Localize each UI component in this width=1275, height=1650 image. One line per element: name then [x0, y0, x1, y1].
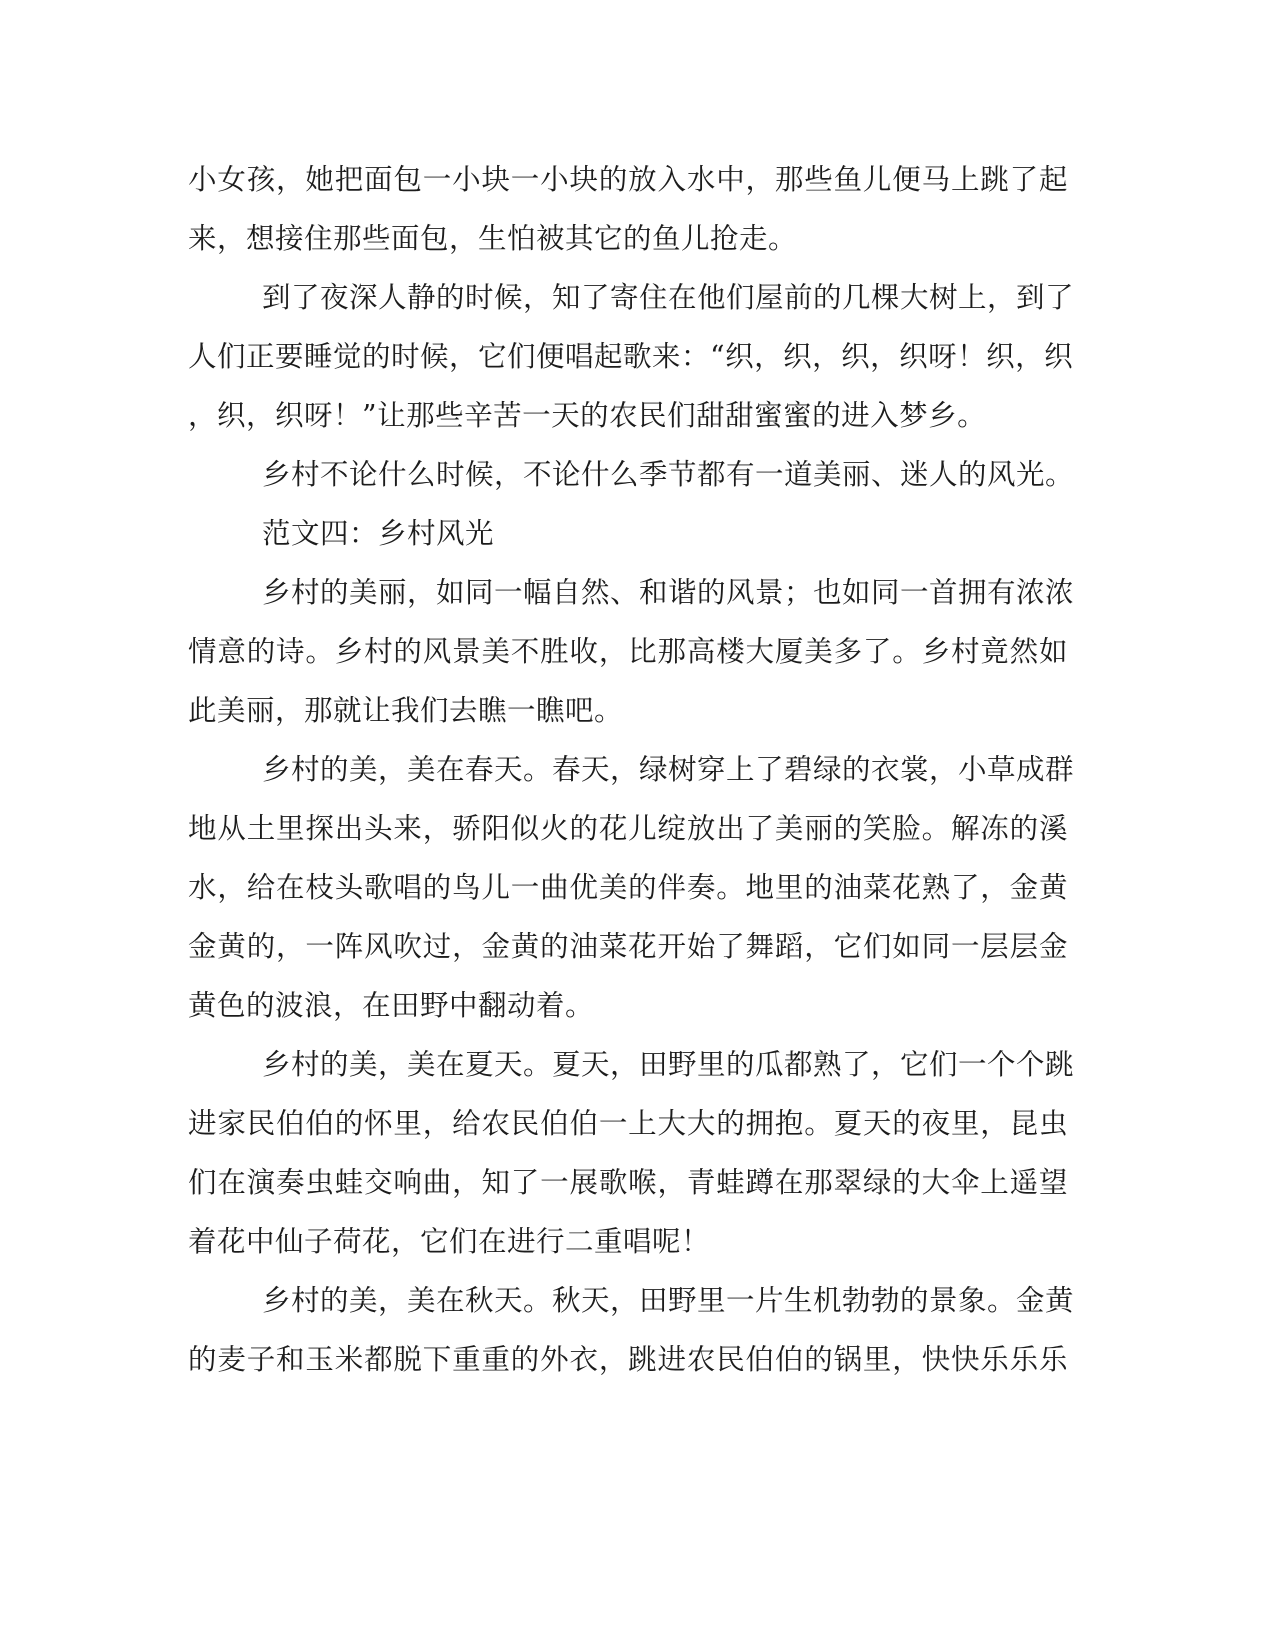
text-line: 地从土里探出头来，骄阳似火的花儿绽放出了美丽的笑脸。解冻的溪 — [188, 812, 1068, 845]
text-line: 水，给在枝头歌唱的鸟儿一曲优美的伴奏。地里的油菜花熟了，金黄 — [188, 871, 1068, 904]
paragraph-first-line: 乡村的美，美在秋天。秋天，田野里一片生机勃勃的景象。金黄 — [262, 1284, 1075, 1317]
paragraph-first-line: 乡村的美丽，如同一幅自然、和谐的风景；也如同一首拥有浓浓 — [262, 576, 1075, 609]
text-line: 们在演奏虫蛙交响曲，知了一展歌喉，青蛙蹲在那翠绿的大伞上遥望 — [188, 1166, 1068, 1199]
text-line: 金黄的，一阵风吹过，金黄的油菜花开始了舞蹈，它们如同一层层金 — [188, 930, 1068, 963]
paragraph-first-line: 乡村的美，美在夏天。夏天，田野里的瓜都熟了，它们一个个跳 — [262, 1048, 1075, 1081]
text-line: 进家民伯伯的怀里，给农民伯伯一上大大的拥抱。夏天的夜里，昆虫 — [188, 1107, 1068, 1140]
text-line: 着花中仙子荷花，它们在进行二重唱呢！ — [188, 1225, 711, 1258]
text-line: 的麦子和玉米都脱下重重的外衣，跳进农民伯伯的锅里，快快乐乐乐 — [188, 1343, 1068, 1376]
text-line: ，织，织呀！”让那些辛苦一天的农民们甜甜蜜蜜的进入梦乡。 — [188, 399, 987, 432]
text-line: 黄色的波浪，在田野中翻动着。 — [188, 989, 595, 1022]
paragraph-first-line: 乡村不论什么时候，不论什么季节都有一道美丽、迷人的风光。 — [262, 458, 1075, 491]
text-line: 来，想接住那些面包，生怕被其它的鱼儿抢走。 — [188, 222, 798, 255]
text-line: 小女孩，她把面包一小块一小块的放入水中，那些鱼儿便马上跳了起 — [188, 163, 1068, 196]
text-line: 此美丽，那就让我们去瞧一瞧吧。 — [188, 694, 624, 727]
section-heading: 范文四：乡村风光 — [262, 517, 495, 550]
paragraph-first-line: 乡村的美，美在春天。春天，绿树穿上了碧绿的衣裳，小草成群 — [262, 753, 1075, 786]
paragraph-first-line: 到了夜深人静的时候，知了寄住在他们屋前的几棵大树上，到了 — [262, 281, 1075, 314]
text-line: 人们正要睡觉的时候，它们便唱起歌来：“织，织，织，织呀！织，织 — [188, 340, 1074, 373]
text-line: 情意的诗。乡村的风景美不胜收，比那高楼大厦美多了。乡村竟然如 — [188, 635, 1068, 668]
